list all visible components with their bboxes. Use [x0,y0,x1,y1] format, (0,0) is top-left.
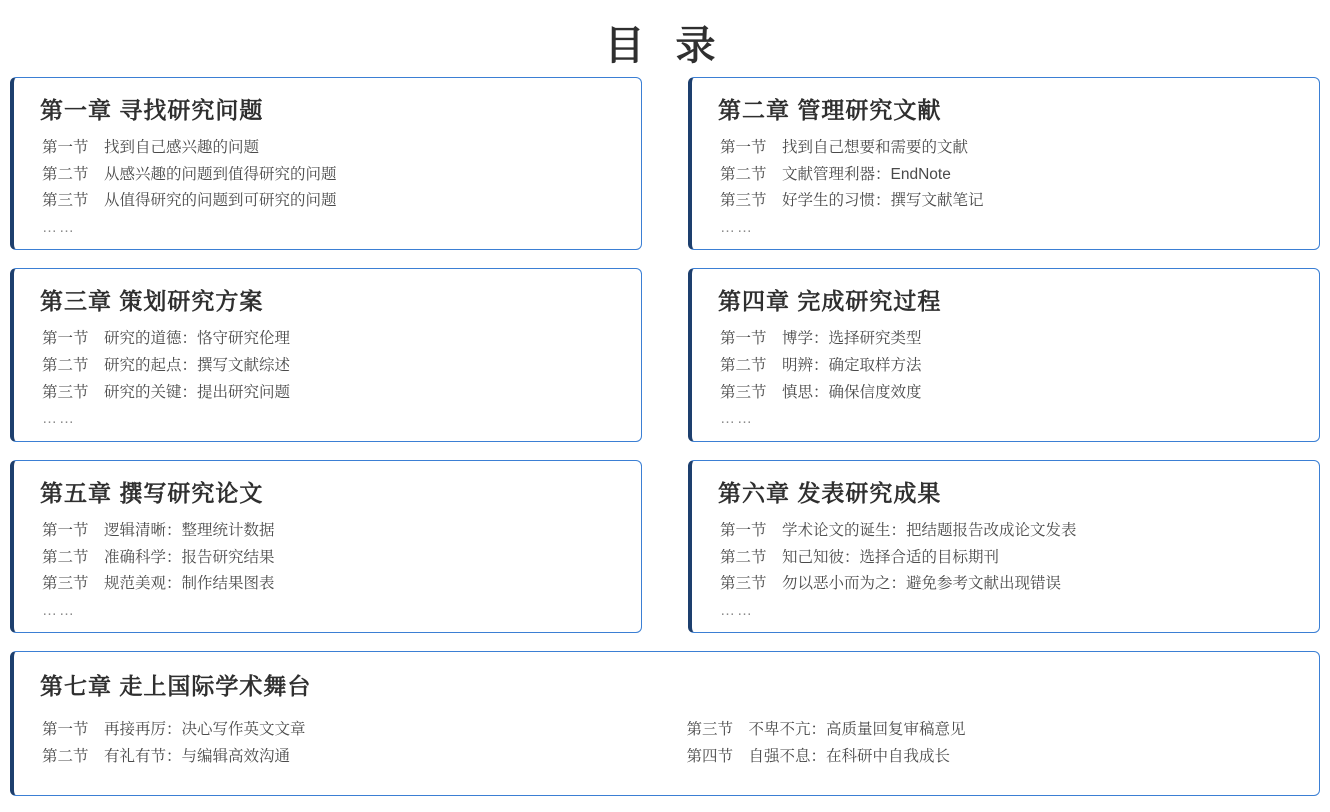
section-item [720,326,1293,353]
chapter-card-5[interactable] [10,460,642,633]
chapter-title: 第七章 走上国际学术舞台 [40,673,312,700]
section-label: 第四节 [686,748,734,766]
section-text: 规范美观：制作结果图表 [104,575,275,593]
section-label: 第三节 [42,192,89,210]
chapter-row-2 [10,268,1320,441]
section-label: 第一节 [42,139,89,156]
section-item [42,545,615,572]
section-item [720,545,1293,572]
section-list [40,326,615,430]
chapter-grid [0,77,1330,796]
section-item [42,353,615,380]
section-text: 从感兴趣的问题到值得研究的问题 [104,165,337,183]
section-item [42,518,615,545]
section-text: 从值得研究的问题到可研究的问题 [104,192,337,210]
chapter-title: 第三章 策划研究方案 [40,288,264,315]
section-text: 准确科学：报告研究结果 [104,548,275,566]
section-ellipsis: …… [720,601,754,619]
section-item [42,717,649,744]
section-item [687,744,1294,771]
section-text: 有礼有节：与编辑高效沟通 [104,748,291,766]
section-text: 再接再厉：决心写作英文文章 [104,721,306,739]
section-label: 第二节 [42,548,89,566]
section-text: 找到自己想要和需要的文献 [782,139,969,156]
section-list-right [649,717,1294,770]
section-list [718,135,1293,239]
section-item [720,162,1293,189]
section-item [720,380,1293,407]
section-text: 自强不息：在科研中自我成长 [748,748,951,766]
section-label: 第三节 [720,575,767,593]
chapter-card-3[interactable] [10,268,642,441]
chapter-card-6[interactable] [688,460,1320,633]
chapter-row-1 [10,77,1320,250]
section-text: 学术论文的诞生：把结题报告改成论文发表 [782,521,1077,539]
section-item [42,188,615,215]
section-item [42,162,615,189]
section-label: 第三节 [720,192,767,210]
section-label: 第三节 [686,721,734,739]
section-ellipsis: …… [42,410,76,428]
section-label: 第二节 [720,548,767,566]
section-text: 慎思：确保信度效度 [782,383,922,401]
section-text: 不卑不亢：高质量回复审稿意见 [748,721,966,739]
section-text: 文献管理利器：EndNote [782,165,951,183]
section-list-left [40,717,649,770]
section-text: 好学生的习惯：撰写文献笔记 [782,192,984,210]
section-item [42,380,615,407]
section-text: 研究的道德：恪守研究伦理 [104,330,291,348]
section-ellipsis: …… [42,218,76,236]
chapter-title: 第二章 管理研究文献 [718,97,942,123]
section-item [687,717,1294,744]
section-list [40,518,615,622]
chapter-title: 第一章 寻找研究问题 [40,97,264,123]
chapter-title: 第五章 撰写研究论文 [40,479,264,506]
section-label: 第二节 [42,748,89,766]
chapter-card-1[interactable] [10,77,642,250]
section-text: 勿以恶小而为之：避免参考文献出现错误 [782,575,1062,593]
section-label: 第二节 [720,165,767,183]
section-item [42,326,615,353]
section-item [42,135,615,162]
section-label: 第三节 [720,383,767,401]
section-label: 第二节 [720,357,767,375]
section-label: 第二节 [42,357,89,375]
section-label: 第一节 [42,330,89,348]
chapter-title: 第四章 完成研究过程 [718,288,942,315]
section-label: 第一节 [720,521,767,539]
section-item [720,518,1293,545]
chapter-row-4 [10,651,1320,796]
chapter-card-7[interactable] [10,651,1320,796]
section-text: 知己知彼：选择合适的目标期刊 [782,548,1000,566]
section-item [720,353,1293,380]
section-list [718,518,1293,622]
section-text: 逻辑清晰：整理统计数据 [104,521,275,539]
page-title: 目 录 [604,24,726,68]
section-list [40,135,615,239]
section-ellipsis: …… [720,410,754,428]
section-text: 研究的起点：撰写文献综述 [104,357,291,375]
section-item [720,188,1293,215]
section-list [718,326,1293,430]
section-item [720,571,1293,598]
section-text: 博学：选择研究类型 [782,330,922,348]
section-columns [40,717,1293,770]
section-item [42,744,649,771]
section-item [42,571,615,598]
section-ellipsis: …… [42,601,76,619]
section-label: 第一节 [720,139,767,156]
chapter-row-3 [10,460,1320,633]
section-item [720,135,1293,162]
chapter-card-4[interactable] [688,268,1320,441]
section-label: 第三节 [42,383,89,401]
section-text: 找到自己感兴趣的问题 [104,139,260,156]
section-label: 第三节 [42,575,89,593]
section-label: 第一节 [42,521,89,539]
section-ellipsis: …… [720,218,754,236]
chapter-card-2[interactable] [688,77,1320,250]
section-text: 明辨：确定取样方法 [782,357,922,375]
section-label: 第一节 [720,330,767,348]
section-label: 第二节 [42,165,89,183]
section-text: 研究的关键：提出研究问题 [104,383,291,401]
chapter-title: 第六章 发表研究成果 [718,479,942,506]
section-label: 第一节 [42,721,89,739]
